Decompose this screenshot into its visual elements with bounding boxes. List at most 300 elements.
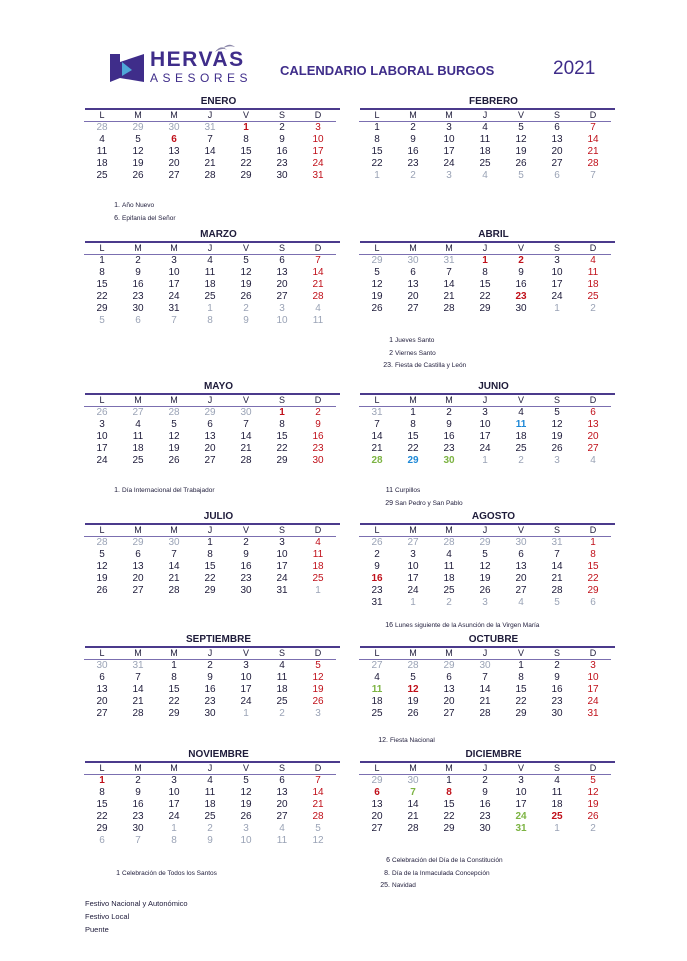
day-cell: 1 [279,407,285,418]
day-cell: 16 [132,799,144,810]
weekday-header: V [228,243,264,255]
weekday-header: S [264,110,300,122]
holiday-note [383,485,463,498]
weekday-header: S [264,243,300,255]
day-cell: 28 [443,303,455,314]
day-cell: 13 [515,561,527,572]
month-name: FEBRERO [469,96,518,107]
day-cell: 25 [204,291,216,302]
day-cell: 21 [204,158,216,169]
holiday-note-text: Día Internacional del Trabajador [122,487,215,494]
day-cell: 1 [518,660,524,671]
day-grid [359,763,615,835]
month-julio [85,510,340,597]
day-cell: 14 [587,134,599,145]
day-cell: 6 [99,672,105,683]
day-cell: 22 [96,811,108,822]
day-cell: 11 [587,267,599,278]
day-cell: 9 [315,419,321,430]
day-cell: 14 [407,799,419,810]
holiday-notes [110,868,217,881]
weekday-header: M [395,110,431,122]
holiday-note-text: Curpillos [395,487,421,494]
weekday-header: D [300,763,336,775]
day-cell: 14 [168,561,180,572]
weekday-header: L [359,763,395,775]
logo-mark-icon [110,52,146,84]
day-grid [84,243,340,327]
weekday-header: V [228,110,264,122]
day-cell: 14 [551,561,563,572]
day-cell: 6 [207,419,213,430]
weekday-header: S [264,763,300,775]
day-cell: 1 [207,537,213,548]
day-cell: 11 [443,561,455,572]
day-cell: 2 [518,255,524,266]
weekday-header: D [575,395,611,407]
day-cell: 19 [407,696,419,707]
day-cell: 31 [515,823,527,834]
day-cell: 13 [132,561,144,572]
day-cell: 1 [171,660,177,671]
weekday-header: D [575,110,611,122]
month-octubre [360,633,615,720]
day-cell: 2 [446,407,452,418]
month-febrero [360,95,615,182]
day-cell: 16 [515,279,527,290]
weekday-header: J [192,243,228,255]
day-cell: 5 [99,315,105,326]
day-cell: 18 [276,684,288,695]
day-cell: 21 [479,696,491,707]
day-cell: 4 [315,537,321,548]
day-cell: 24 [587,696,599,707]
day-cell: 24 [443,158,455,169]
day-cell: 3 [482,407,488,418]
weekday-header: M [431,525,467,537]
holiday-notes [380,855,503,893]
day-cell: 4 [482,122,488,133]
day-cell: 31 [443,255,455,266]
day-cell: 18 [204,279,216,290]
day-cell: 10 [312,134,324,145]
day-cell: 14 [479,684,491,695]
day-cell: 7 [315,775,321,786]
day-cell: 2 [315,407,321,418]
day-cell: 8 [99,787,105,798]
weekday-header: S [539,763,575,775]
day-cell: 30 [168,537,180,548]
day-cell: 1 [374,122,380,133]
holiday-note-day: 1. [114,487,120,494]
brand-name: HERVAS [150,48,245,71]
day-cell: 5 [518,122,524,133]
weekday-header: D [300,648,336,660]
day-cell: 18 [587,279,599,290]
day-cell: 10 [407,561,419,572]
holiday-note-day: 16 [385,622,393,629]
day-cell: 18 [132,443,144,454]
day-cell: 29 [132,537,144,548]
day-cell: 2 [590,823,596,834]
holiday-note-text: Día de la Inmaculada Concepción [392,869,490,877]
weekday-header: S [264,648,300,660]
day-cell: 16 [132,279,144,290]
holiday-note-day: 1 [116,870,120,877]
day-cell: 28 [168,407,180,418]
day-cell: 25 [515,443,527,454]
day-cell: 28 [168,585,180,596]
day-grid [359,648,615,720]
holiday-note [110,200,175,213]
day-cell: 28 [587,158,599,169]
weekday-header: J [467,243,503,255]
day-cell: 15 [240,146,252,157]
day-cell: 3 [171,775,177,786]
day-cell: 2 [243,537,249,548]
weekday-header: M [156,395,192,407]
day-cell: 14 [204,146,216,157]
day-cell: 9 [554,672,560,683]
weekday-header: J [467,648,503,660]
day-cell: 26 [240,291,252,302]
day-cell: 14 [443,279,455,290]
day-cell: 26 [240,811,252,822]
day-cell: 23 [276,158,288,169]
day-cell: 1 [243,708,249,719]
day-cell: 12 [240,787,252,798]
day-cell: 20 [132,573,144,584]
day-cell: 29 [168,708,180,719]
day-cell: 3 [243,823,249,834]
day-cell: 10 [168,267,180,278]
day-cell: 27 [407,303,419,314]
day-cell: 4 [374,672,380,683]
day-cell: 10 [276,549,288,560]
day-cell: 26 [96,585,108,596]
day-cell: 6 [374,787,380,798]
day-cell: 24 [240,696,252,707]
holiday-note [380,880,503,893]
day-cell: 30 [168,122,180,133]
month-name: DICIEMBRE [465,749,522,760]
month-name: MAYO [203,381,234,392]
day-cell: 3 [554,255,560,266]
holiday-note [110,213,175,226]
weekday-header: S [264,395,300,407]
day-cell: 31 [312,170,324,181]
page-title: CALENDARIO LABORAL BURGOS [280,63,495,78]
month-name: JUNIO [478,381,509,392]
day-cell: 30 [276,170,288,181]
day-cell: 25 [204,811,216,822]
weekday-header: J [192,763,228,775]
day-cell: 21 [240,443,252,454]
day-cell: 25 [443,585,455,596]
weekday-header: S [539,395,575,407]
day-cell: 21 [551,573,563,584]
day-cell: 17 [312,146,324,157]
day-cell: 6 [410,267,416,278]
weekday-header: M [431,110,467,122]
day-cell: 27 [168,170,180,181]
day-cell: 11 [312,549,324,560]
day-cell: 3 [446,170,452,181]
day-cell: 9 [279,134,285,145]
day-cell: 15 [96,799,108,810]
day-cell: 15 [587,561,599,572]
day-cell: 7 [374,419,380,430]
weekday-header: V [503,525,539,537]
weekday-header: V [503,110,539,122]
day-cell: 16 [479,799,491,810]
day-cell: 28 [96,537,108,548]
day-cell: 17 [168,799,180,810]
day-cell: 11 [312,315,324,326]
weekday-header: J [192,525,228,537]
day-cell: 12 [407,684,419,695]
day-cell: 2 [207,823,213,834]
day-cell: 7 [590,122,596,133]
day-cell: 24 [96,455,108,466]
day-cell: 24 [168,811,180,822]
day-cell: 26 [587,811,599,822]
day-cell: 19 [479,573,491,584]
day-cell: 13 [371,799,383,810]
day-cell: 10 [276,315,288,326]
holiday-note [383,498,463,511]
day-cell: 25 [96,170,108,181]
day-cell: 17 [479,431,491,442]
holiday-note [383,348,466,361]
day-cell: 12 [479,561,491,572]
day-cell: 23 [132,291,144,302]
day-cell: 28 [551,585,563,596]
day-cell: 11 [132,431,144,442]
weekday-header: M [120,110,156,122]
day-cell: 28 [371,455,383,466]
day-cell: 23 [407,158,419,169]
legend-bridge: Puente [85,925,109,934]
holiday-note-text: Navidad [392,882,416,889]
day-cell: 9 [207,672,213,683]
day-cell: 29 [204,407,216,418]
day-cell: 26 [96,407,108,418]
day-cell: 16 [204,684,216,695]
day-cell: 18 [443,573,455,584]
day-cell: 23 [204,696,216,707]
day-cell: 29 [204,585,216,596]
weekday-header: D [575,525,611,537]
weekday-header: S [539,648,575,660]
holiday-notes [378,735,435,748]
day-cell: 19 [312,684,324,695]
day-cell: 3 [482,597,488,608]
holiday-notes [383,335,466,373]
day-cell: 31 [204,122,216,133]
day-cell: 2 [590,303,596,314]
day-cell: 18 [96,158,108,169]
day-cell: 29 [479,537,491,548]
month-enero [85,95,340,182]
day-cell: 21 [312,279,324,290]
day-cell: 5 [135,134,141,145]
day-cell: 16 [407,146,419,157]
weekday-header: M [431,395,467,407]
day-cell: 17 [168,279,180,290]
day-cell: 26 [551,443,563,454]
day-cell: 26 [132,170,144,181]
day-cell: 12 [168,431,180,442]
day-cell: 19 [96,573,108,584]
day-cell: 30 [407,255,419,266]
weekday-header: J [467,525,503,537]
day-cell: 11 [551,787,563,798]
holiday-note-day: 11 [385,487,393,494]
day-cell: 19 [240,799,252,810]
day-cell: 8 [482,267,488,278]
day-grid [359,110,615,182]
day-cell: 29 [407,455,419,466]
day-cell: 17 [551,279,563,290]
weekday-header: M [395,395,431,407]
holiday-note-text: Viernes Santo [395,349,436,357]
day-cell: 31 [168,303,180,314]
weekday-header: D [300,110,336,122]
day-cell: 25 [587,291,599,302]
weekday-header: V [503,243,539,255]
day-cell: 30 [240,407,252,418]
day-cell: 11 [276,835,288,846]
day-cell: 15 [204,561,216,572]
weekday-header: M [395,763,431,775]
day-cell: 7 [135,672,141,683]
day-cell: 14 [312,787,324,798]
day-cell: 10 [515,787,527,798]
day-cell: 29 [515,708,527,719]
day-cell: 9 [243,549,249,560]
day-cell: 22 [407,443,419,454]
day-cell: 25 [371,708,383,719]
day-cell: 3 [446,122,452,133]
day-cell: 17 [443,146,455,157]
day-cell: 6 [554,170,560,181]
day-cell: 21 [312,799,324,810]
weekday-header: M [431,763,467,775]
day-cell: 2 [135,255,141,266]
holiday-note-day: 2 [389,349,393,357]
day-cell: 27 [204,455,216,466]
day-cell: 9 [482,787,488,798]
day-cell: 6 [590,597,596,608]
month-name: OCTUBRE [468,634,519,645]
day-cell: 12 [240,267,252,278]
month-name: MARZO [200,229,237,240]
day-cell: 25 [132,455,144,466]
day-cell: 3 [99,419,105,430]
day-cell: 2 [410,122,416,133]
month-name: ENERO [200,96,237,107]
day-cell: 5 [590,775,596,786]
day-cell: 21 [371,443,383,454]
day-cell: 23 [443,443,455,454]
day-cell: 4 [554,775,560,786]
day-cell: 28 [240,455,252,466]
holiday-note-day: 6. [114,214,120,222]
day-cell: 8 [243,134,249,145]
day-cell: 3 [410,549,416,560]
day-cell: 12 [96,561,108,572]
day-cell: 7 [446,267,452,278]
day-cell: 12 [515,134,527,145]
day-cell: 25 [551,811,563,822]
weekday-header: S [539,525,575,537]
holiday-note-text: Celebración del Día de la Constitución [392,857,503,864]
day-cell: 24 [312,158,324,169]
day-cell: 30 [240,585,252,596]
day-cell: 11 [204,787,216,798]
day-cell: 26 [515,158,527,169]
day-cell: 8 [590,549,596,560]
weekday-header: L [359,243,395,255]
day-cell: 15 [371,146,383,157]
weekday-header: D [575,243,611,255]
weekday-header: V [228,648,264,660]
day-cell: 20 [443,696,455,707]
day-cell: 19 [551,431,563,442]
day-cell: 9 [135,267,141,278]
day-cell: 9 [518,267,524,278]
day-cell: 7 [171,315,177,326]
day-cell: 21 [407,811,419,822]
day-cell: 11 [371,684,383,695]
day-cell: 17 [515,799,527,810]
day-cell: 8 [207,549,213,560]
day-cell: 1 [171,823,177,834]
day-cell: 31 [551,537,563,548]
day-cell: 2 [518,455,524,466]
day-cell: 1 [482,255,488,266]
day-cell: 5 [315,823,321,834]
weekday-header: M [395,243,431,255]
weekday-header: M [395,525,431,537]
holiday-note-day: 6 [386,857,390,864]
day-cell: 5 [171,419,177,430]
day-cell: 13 [96,684,108,695]
day-cell: 29 [96,303,108,314]
day-cell: 27 [551,158,563,169]
day-cell: 14 [240,431,252,442]
day-cell: 13 [551,134,563,145]
day-cell: 11 [479,134,491,145]
day-cell: 5 [374,267,380,278]
weekday-header: L [84,763,120,775]
weekday-header: M [120,763,156,775]
day-cell: 4 [279,823,285,834]
page-header [0,0,687,95]
month-name: SEPTIEMBRE [185,634,251,645]
day-cell: 19 [240,279,252,290]
holiday-note-day: 29 [385,499,393,507]
day-cell: 21 [587,146,599,157]
weekday-header: M [120,648,156,660]
day-cell: 24 [479,443,491,454]
day-cell: 2 [446,597,452,608]
day-cell: 28 [443,537,455,548]
day-cell: 27 [407,537,419,548]
day-cell: 5 [554,407,560,418]
day-cell: 30 [515,303,527,314]
